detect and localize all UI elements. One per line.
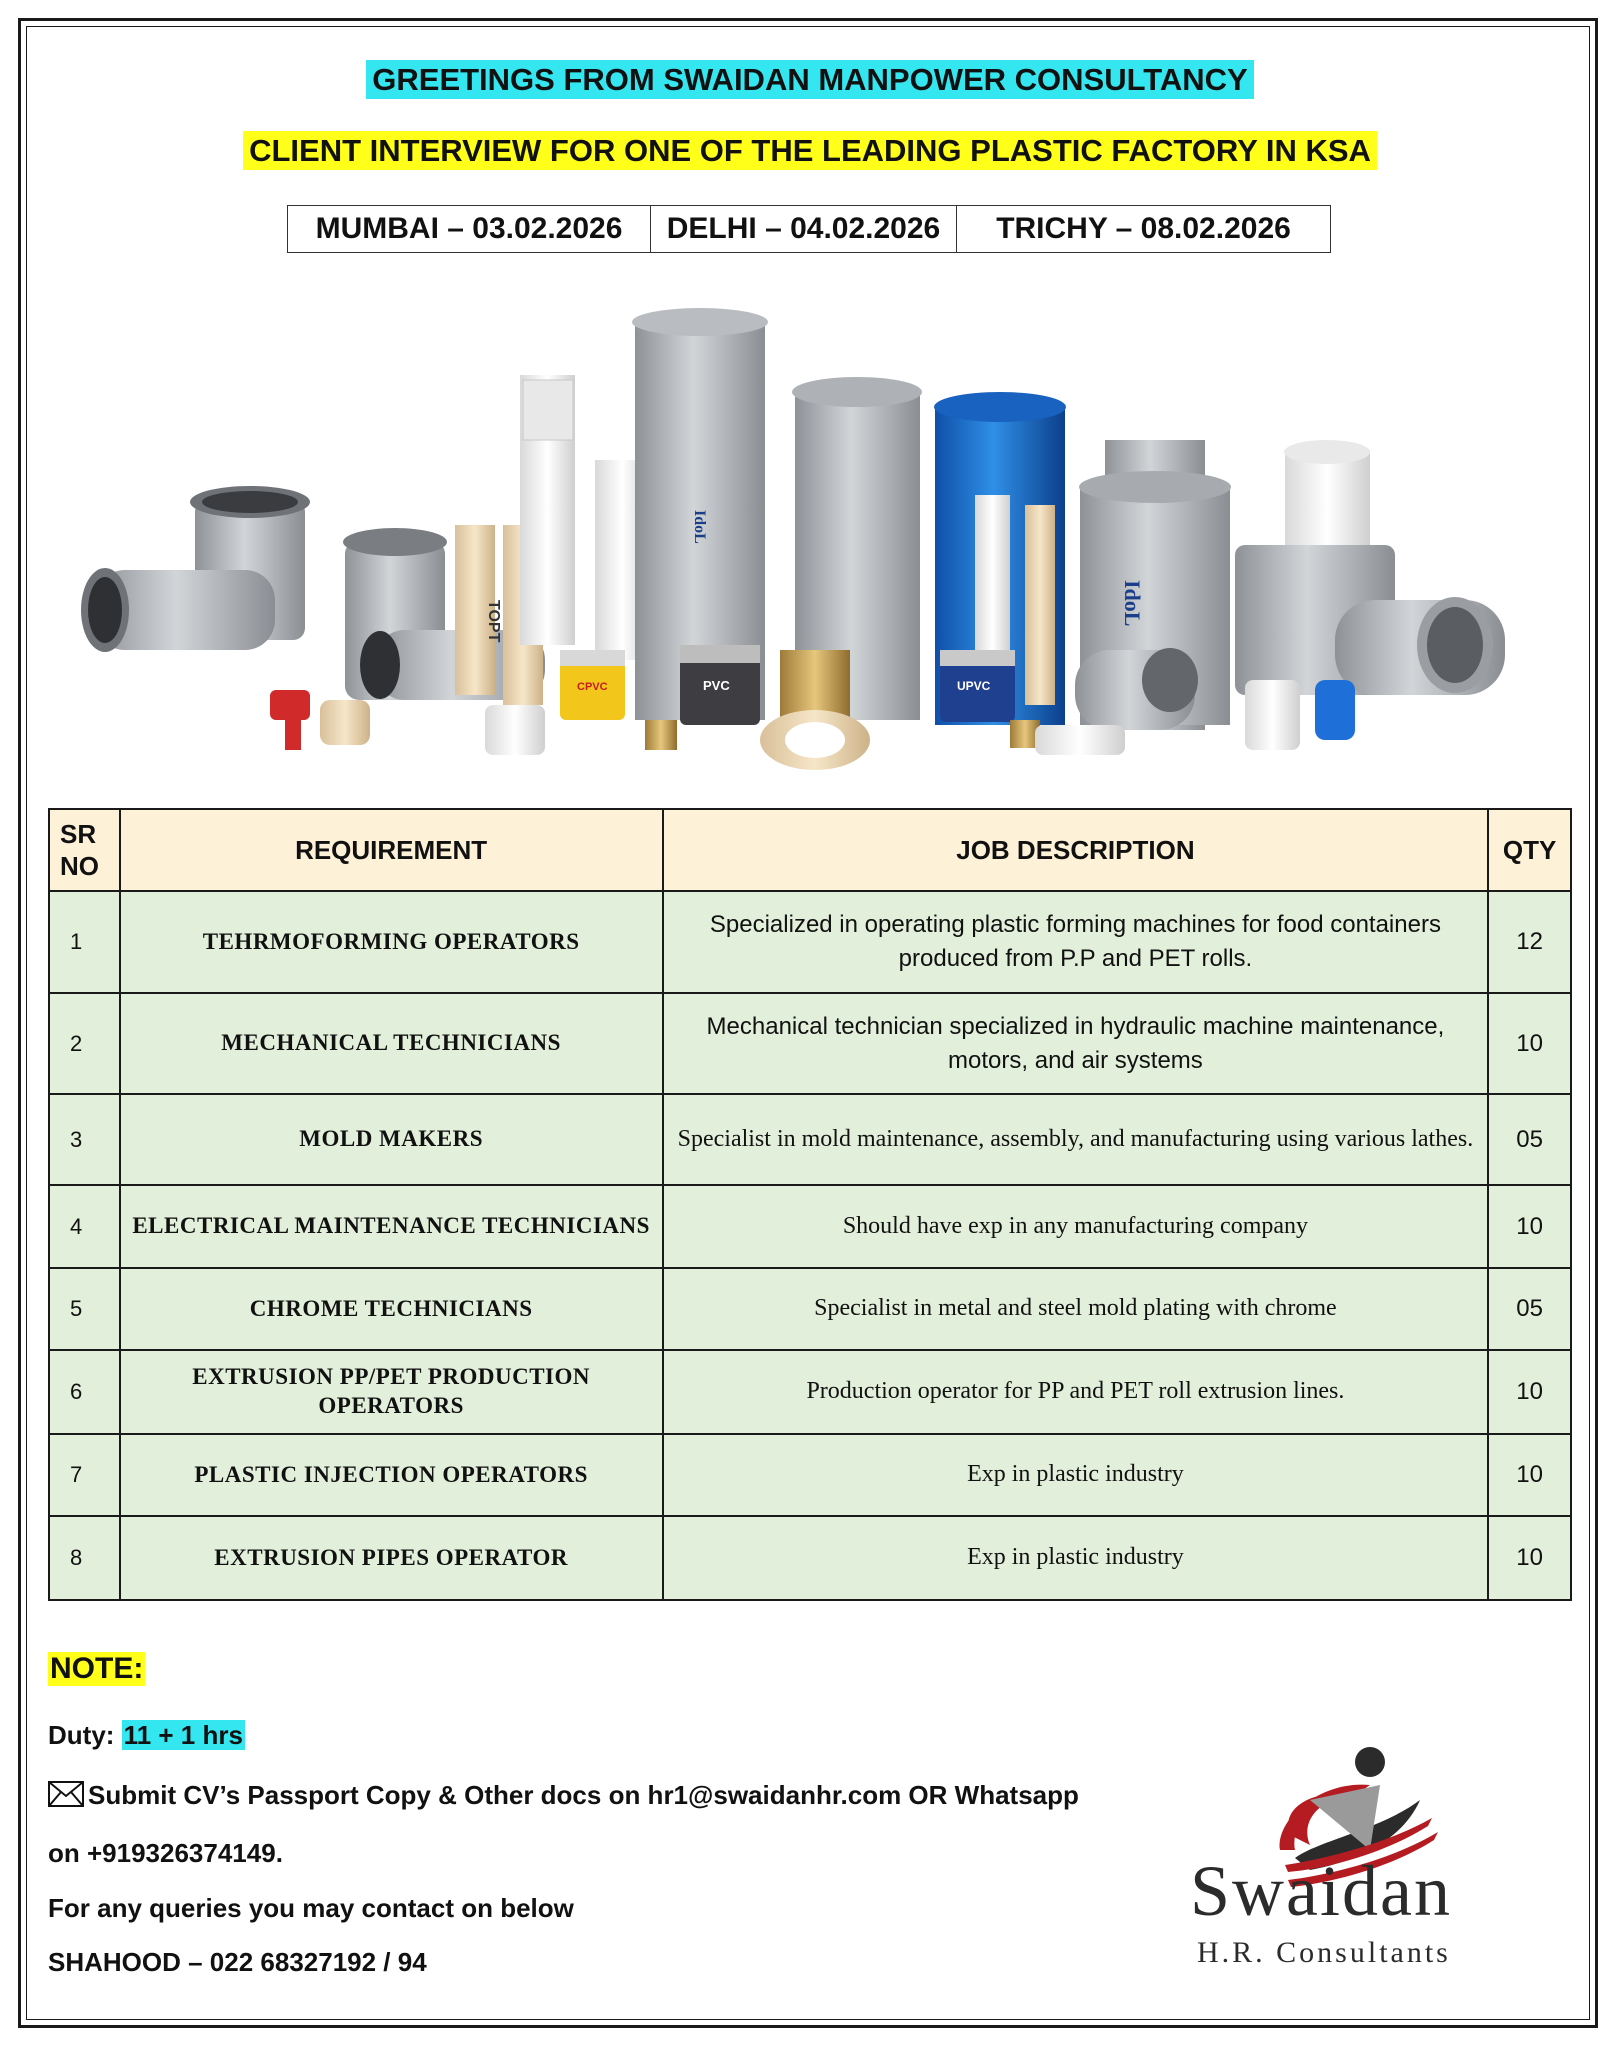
row-description: Production operator for PP and PET roll extrusion lines. [663,1350,1489,1434]
location-delhi: DELHI – 04.02.2026 [650,206,956,252]
submit-text: Submit CV’s Passport Copy & Other docs on hr1@swaidanhr.com OR Whatsapp [88,1780,1079,1810]
upvc-can-label: UPVC [957,679,991,693]
idol-brand-label-1: IdoL [691,510,708,544]
row-description: Should have exp in any manufacturing company [663,1185,1489,1268]
subtitle-text: CLIENT INTERVIEW FOR ONE OF THE LEADING PLASTIC FACTORY IN KSA [243,131,1377,170]
location-mumbai: MUMBAI – 03.02.2026 [315,212,623,245]
greeting-heading [0,62,1620,98]
row-description: Specialized in operating plastic forming machines for food containers produced from P.P and PET rolls. [663,891,1489,993]
table-row [49,891,1571,993]
plastic-pipes-product-image [75,280,1545,780]
table-row [49,993,1571,1094]
table-row [49,1350,1571,1434]
submit-line [48,1780,1079,1814]
row-qty: 10 [1488,1185,1571,1268]
row-description: Specialist in metal and steel mold plating with chrome [663,1268,1489,1350]
row-qty: 05 [1488,1268,1571,1350]
table-row [49,1268,1571,1350]
duty-line [48,1720,245,1751]
logo-subtitle: H.R. Consultants [1197,1936,1451,1969]
pvc-can-label: PVC [703,678,730,693]
row-no: 5 [49,1268,120,1350]
queries-line: For any queries you may contact on below [48,1893,574,1923]
contact-line: SHAHOOD – 022 68327192 / 94 [48,1947,427,1977]
row-requirement: EXTRUSION PIPES OPERATOR [120,1516,663,1600]
cpvc-can-label: CPVC [577,681,608,693]
row-no: 1 [49,891,120,993]
row-no: 6 [49,1350,120,1434]
phone-line: on +919326374149. [48,1838,283,1868]
table-row [49,1434,1571,1516]
table-row [49,1516,1571,1600]
row-requirement: CHROME TECHNICIANS [120,1268,663,1350]
topt-brand-label: TOPT [485,600,502,643]
row-no: 4 [49,1185,120,1268]
job-requirements-table [48,808,1572,1601]
row-no: 3 [49,1094,120,1185]
table-row [49,1185,1571,1268]
row-description: Exp in plastic industry [663,1516,1489,1600]
table-row [49,1094,1571,1185]
header-qty: QTY [1488,809,1571,891]
location-trichy: TRICHY – 08.02.2026 [956,206,1330,252]
header-requirement: REQUIREMENT [120,809,663,891]
header-job-description: JOB DESCRIPTION [663,809,1489,891]
idol-brand-label-2: IdoL [1120,580,1145,627]
greeting-text: GREETINGS FROM SWAIDAN MANPOWER CONSULTANCY [366,60,1253,99]
row-qty: 12 [1488,891,1571,993]
row-qty: 10 [1488,1350,1571,1434]
duty-label: Duty: [48,1720,115,1750]
envelope-icon [48,1781,84,1814]
logo-name: Swaidan [1190,1851,1452,1931]
table-header-row [49,809,1571,891]
subtitle-heading [0,133,1620,169]
row-qty: 10 [1488,1434,1571,1516]
row-description: Specialist in mold maintenance, assembly, and manufacturing using various lathes. [663,1094,1489,1185]
header-sr-no: SR NO [49,809,120,891]
row-requirement: MECHANICAL TECHNICIANS [120,993,663,1094]
interview-locations [287,205,1331,253]
row-requirement: MOLD MAKERS [120,1094,663,1185]
row-qty: 10 [1488,993,1571,1094]
note-title: NOTE: [50,1652,144,1685]
row-no: 2 [49,993,120,1094]
row-requirement: PLASTIC INJECTION OPERATORS [120,1434,663,1516]
row-requirement: TEHRMOFORMING OPERATORS [120,891,663,993]
row-description: Exp in plastic industry [663,1434,1489,1516]
row-no: 8 [49,1516,120,1600]
row-description: Mechanical technician specialized in hydraulic machine maintenance, motors, and air systems [663,993,1489,1094]
row-no: 7 [49,1434,120,1516]
row-qty: 10 [1488,1516,1571,1600]
duty-value: 11 + 1 hrs [123,1720,243,1750]
row-qty: 05 [1488,1094,1571,1185]
row-requirement: ELECTRICAL MAINTENANCE TECHNICIANS [120,1185,663,1268]
row-requirement: EXTRUSION PP/PET PRODUCTION OPERATORS [120,1350,663,1434]
